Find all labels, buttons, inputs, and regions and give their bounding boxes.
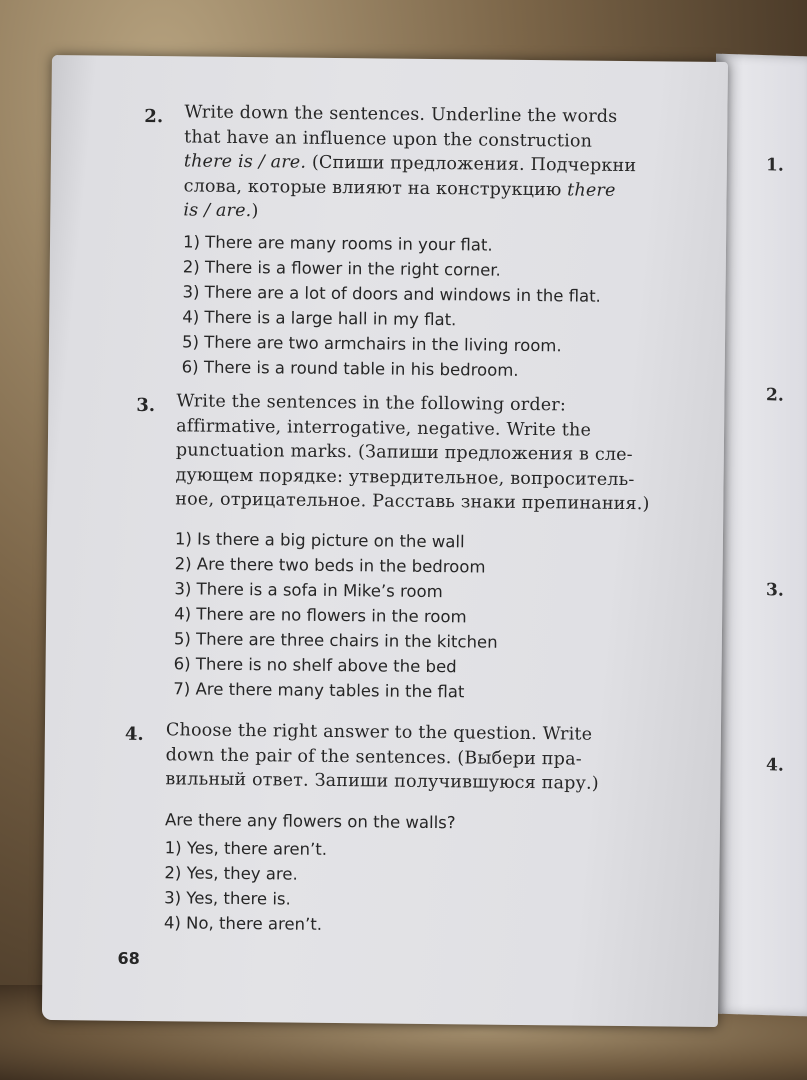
exercise-3-instruction xyxy=(175,389,678,517)
exercise-number: 4. xyxy=(124,723,144,745)
exercise-number: 3. xyxy=(136,394,156,417)
exercise-3-sentences xyxy=(173,526,499,704)
sentence-item: 3) There is a sofa in Mike’s room xyxy=(174,579,443,602)
exercise-number: 2. xyxy=(144,105,164,128)
answer-option: 2) Yes, they are. xyxy=(164,863,298,884)
page-number: 68 xyxy=(117,948,140,968)
instruction-line: Write down the sentences. Underline the words xyxy=(184,102,618,127)
sentence-item: 4) There are no flowers in the room xyxy=(174,604,467,627)
sentence-item: 4) There is a large hall in my flat. xyxy=(182,307,457,330)
instruction-line: affirmative, interrogative, negative. Write the xyxy=(176,415,592,441)
sentence-item: 2) Are there two beds in the bedroom xyxy=(174,554,486,577)
exercise-4-answers xyxy=(164,835,327,937)
sentence-item: 1) Is there a big picture on the wall xyxy=(174,529,465,552)
facing-page xyxy=(716,54,807,1017)
facing-exercise-number: 4. xyxy=(766,755,784,776)
sentence-item: 3) There are a lot of doors and windows in the flat. xyxy=(182,282,601,306)
facing-exercise-number: 2. xyxy=(766,385,784,406)
italic-construction: there is / are. xyxy=(183,151,307,173)
instruction-text: слова, которые влияют на конструкцию xyxy=(183,175,568,200)
sentence-item: 7) Are there many tables in the flat xyxy=(173,679,465,702)
instruction-line: ное, отрицательное. Расставь знаки препинания.) xyxy=(175,489,650,515)
sentence-item: 1) There are many rooms in your flat. xyxy=(182,232,493,255)
italic-construction: is / are. xyxy=(183,200,252,222)
workbook-page xyxy=(42,55,728,1027)
instruction-line: that have an influence upon the construction xyxy=(184,126,593,152)
instruction-line: Choose the right answer to the question. Write xyxy=(165,720,593,745)
page-content xyxy=(42,55,728,1027)
facing-exercise-number: 1. xyxy=(766,155,784,176)
exercise-2-sentences xyxy=(182,229,602,383)
instruction-line: вильный ответ. Запиши получившуюся пару.) xyxy=(165,769,599,794)
instruction-line: дующем порядке: утвердительное, вопроситель- xyxy=(175,464,635,490)
exercise-2-instruction xyxy=(183,100,684,228)
sentence-item: 5) There are two armchairs in the living room. xyxy=(181,332,562,356)
answer-option: 3) Yes, there is. xyxy=(164,888,291,909)
instruction-line: punctuation marks. (Запиши предложения в сле- xyxy=(175,440,633,466)
exercise-4-question: Are there any flowers on the walls? xyxy=(164,810,456,833)
facing-exercise-number: 3. xyxy=(766,580,784,601)
exercise-4-instruction xyxy=(165,718,673,797)
sentence-item: 6) There is no shelf above the bed xyxy=(173,654,457,677)
sentence-item: 6) There is a round table in his bedroom. xyxy=(181,357,519,380)
sentence-item: 2) There is a flower in the right corner. xyxy=(182,257,501,280)
answer-option: 4) No, there aren’t. xyxy=(163,913,323,934)
instruction-line: down the pair of the sentences. (Выбери пра- xyxy=(165,744,582,770)
instruction-text: ) xyxy=(251,201,259,222)
italic-construction: there xyxy=(567,179,616,201)
instruction-text: (Спиши предложения. Подчеркни xyxy=(306,152,637,177)
sentence-item: 5) There are three chairs in the kitchen xyxy=(173,629,498,652)
answer-option: 1) Yes, there aren’t. xyxy=(164,838,328,859)
instruction-line: Write the sentences in the following order: xyxy=(176,391,567,416)
